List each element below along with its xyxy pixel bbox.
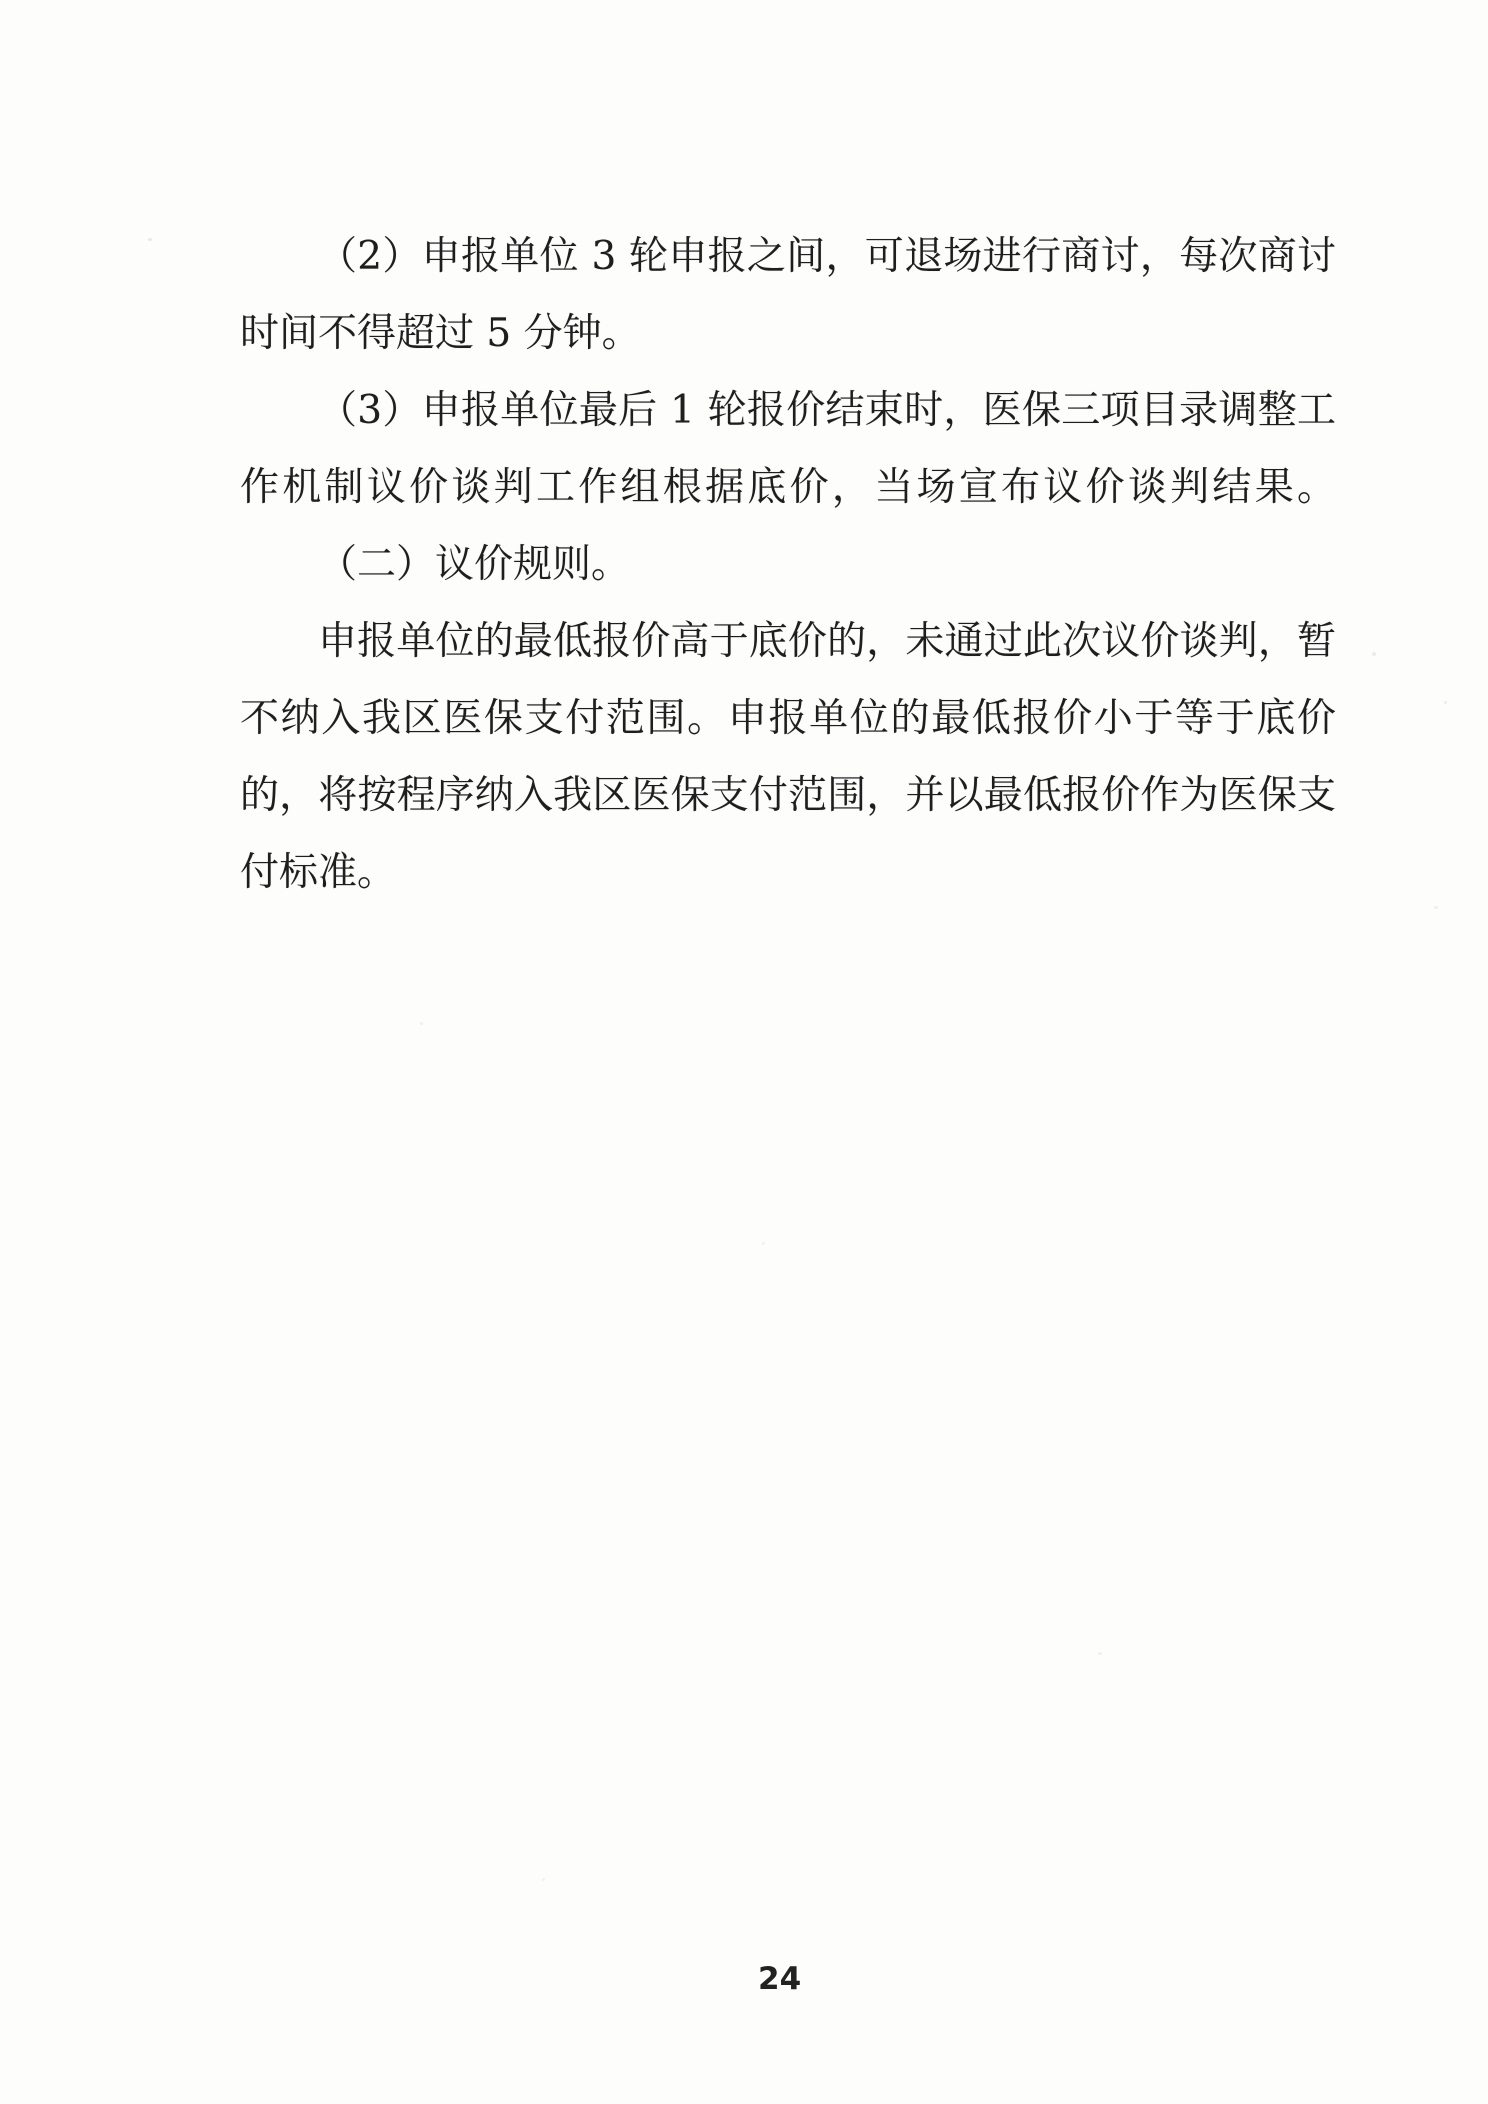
paragraph-clause-3 xyxy=(240,372,1336,526)
document-body xyxy=(240,218,1336,911)
text-line: （2）申报单位 3 轮申报之间，可退场进行商讨，每次商讨 xyxy=(318,234,1336,279)
text-line: 时间不得超过 5 分钟。 xyxy=(240,311,641,356)
page-footer xyxy=(0,1960,1488,2010)
paragraph-pricing-rule-body xyxy=(240,603,1336,911)
scan-speck xyxy=(148,238,152,241)
text-line: （二）议价规则。 xyxy=(318,542,631,587)
scan-speck xyxy=(542,1878,545,1881)
scan-speck xyxy=(762,1242,765,1245)
text-line: 作机制议价谈判工作组根据底价，当场宣布议价谈判结果。 xyxy=(240,465,1336,510)
scan-speck xyxy=(1098,1652,1102,1655)
paragraph-clause-2 xyxy=(240,218,1336,372)
heading-pricing-rules xyxy=(240,526,1336,603)
page-number: 24 xyxy=(758,1961,802,1997)
scan-speck xyxy=(1444,701,1447,704)
text-line: （3）申报单位最后 1 轮报价结束时，医保三项目录调整工 xyxy=(318,388,1336,433)
scan-speck xyxy=(420,1022,423,1025)
scan-speck xyxy=(1372,652,1376,656)
text-line: 的，将按程序纳入我区医保支付范围，并以最低报价作为医保支 xyxy=(240,773,1336,818)
scan-speck xyxy=(1434,906,1438,909)
text-line: 付标准。 xyxy=(240,850,397,895)
text-line: 不纳入我区医保支付范围。申报单位的最低报价小于等于底价 xyxy=(240,696,1336,741)
text-line: 申报单位的最低报价高于底价的，未通过此次议价谈判，暂 xyxy=(318,619,1336,664)
